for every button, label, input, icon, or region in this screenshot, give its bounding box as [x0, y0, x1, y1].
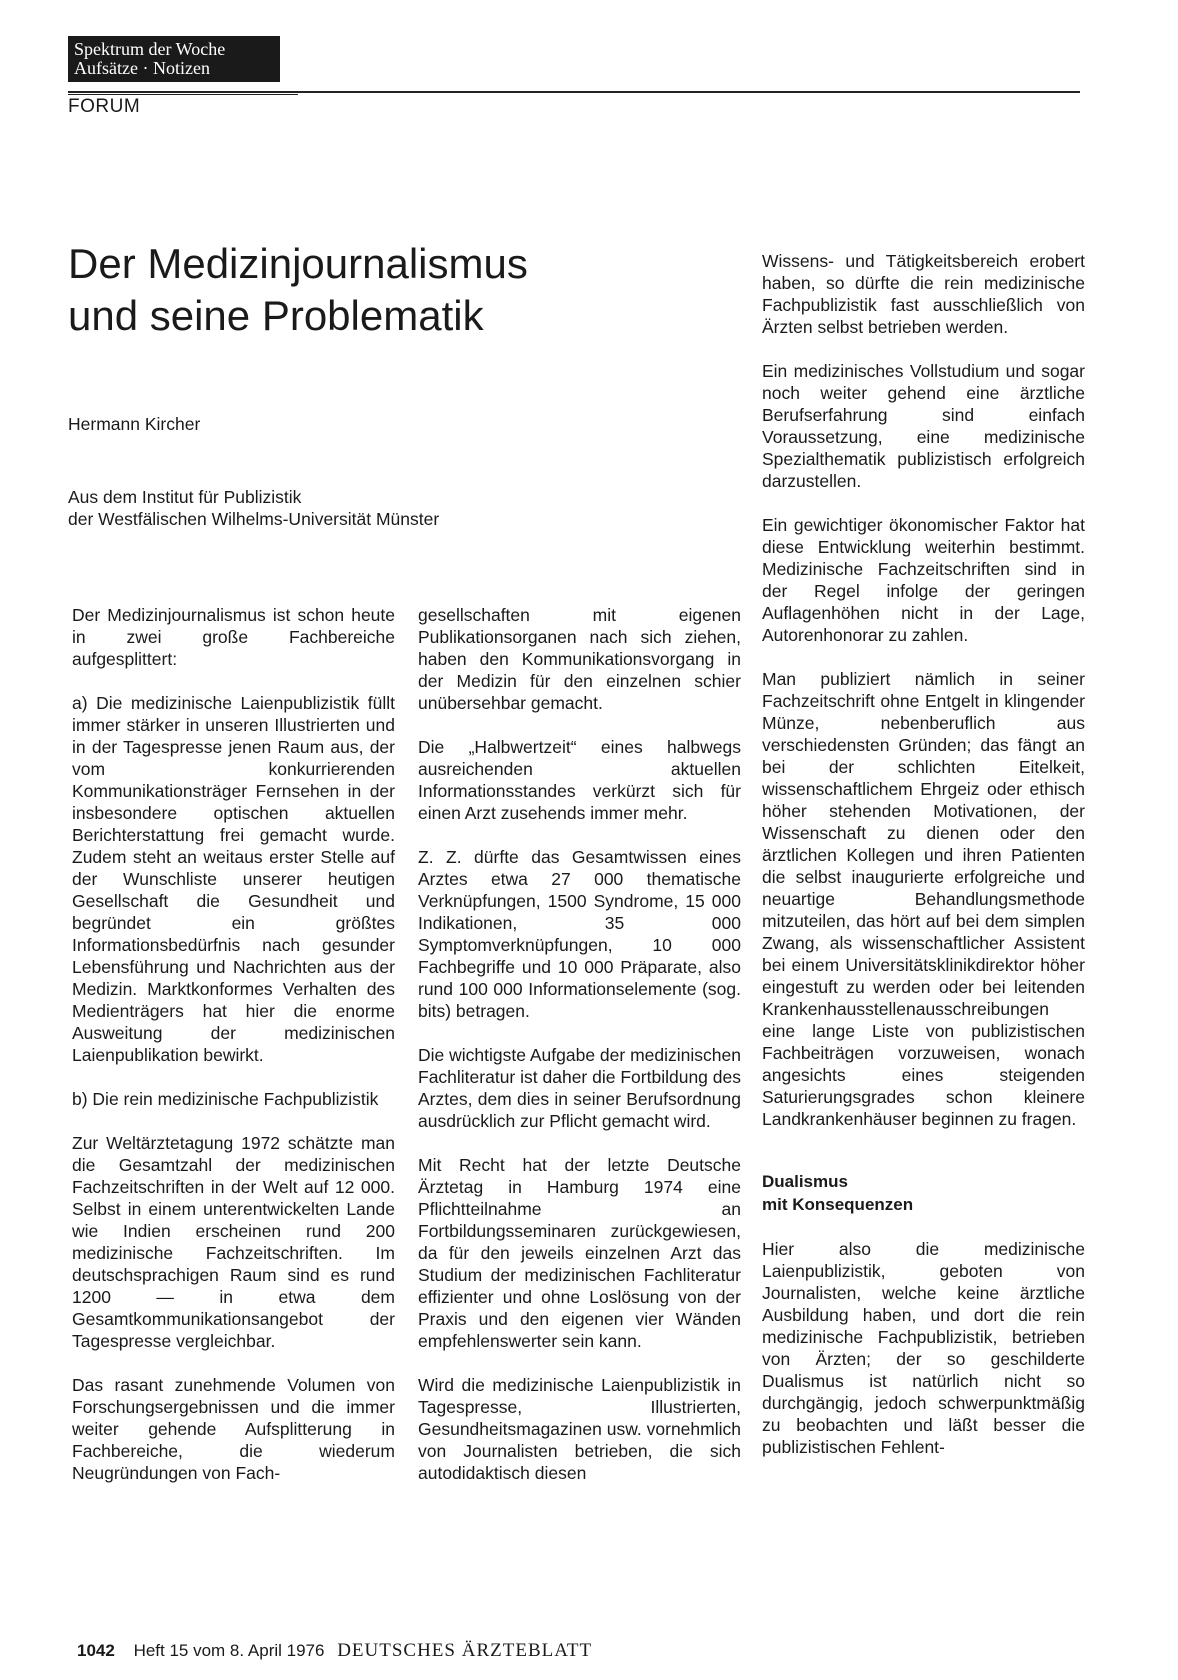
institute-line-1: Aus dem Institut für Publizistik: [68, 487, 302, 507]
paragraph: Z. Z. dürfte das Gesamtwissen eines Arztes etwa 27 000 thematische Verknüpfungen, 1500 Syndrome, 15 000 Indikationen, 35 000 Symptomverknüpfungen, 10 000 Fachbegriffe und 10 000 Präparate, also rund 100 000 Informationselemente (sog. bits) betragen.: [418, 847, 741, 1021]
badge-line-1: Spektrum der Woche: [74, 39, 226, 59]
paragraph: Die „Halbwertzeit“ eines halbwegs ausreichenden aktuellen Informationsstandes verkürzt sich für einen Arzt zusehends immer mehr.: [418, 737, 741, 823]
title-line-2: und seine Problematik: [68, 292, 484, 339]
subheading-line-1: Dualismus: [762, 1172, 848, 1191]
institute-line-2: der Westfälischen Wilhelms-Universität Münster: [68, 509, 440, 529]
paragraph: Man publiziert nämlich in seiner Fachzeitschrift ohne Entgelt in klingender Münze, nebenberuflich aus verschiedensten Gründen; das fängt an bei der schlichten Eitelkeit, wissenschaftlichem Ehrgeiz oder ethisch höher stehenden Motivationen, der Wissenschaft zu dienen oder den ärztlichen Kollegen und ihren Patienten die selbst inaugurierte erfolgreiche und neuartige Behandlungsmethode mitzuteilen, das hört auf bei dem simplen Zwang, als wissenschaftlicher Assistent bei einem Universitätsklinikdirektor höher eingestuft zu werden oder bei leitenden Krankenhausstellenausschreibungen eine lange Liste von publizistischen Fachbeiträgen vorzuweisen, wonach angesichts eines steigenden Saturierungsgrades schon kleinere Landkrankenhäuser beginnen zu fragen.: [762, 669, 1085, 1129]
paragraph: Mit Recht hat der letzte Deutsche Ärztetag in Hamburg 1974 eine Pflichtteilnahme an Fortbildungsseminaren zurückgewiesen, da für den jeweils einzelnen Arzt das Studium der medizinischen Fachliteratur effizienter und ohne Loslösung von der Praxis und den eigenen vier Wänden empfehlenswerter sein kann.: [418, 1155, 741, 1351]
section-label: FORUM: [68, 96, 141, 117]
badge-line-2: Aufsätze · Notizen: [74, 58, 210, 78]
text-column-1: [72, 604, 395, 1484]
paragraph: gesellschaften mit eigenen Publikationsorganen nach sich ziehen, haben den Kommunikationsvorgang in der Medizin für den einzelnen schier unübersehbar gemacht.: [418, 605, 741, 713]
author-institute: [68, 486, 548, 530]
header-rule-short: [68, 94, 298, 95]
paragraph: Wird die medizinische Laienpublizistik in Tagespresse, Illustrierten, Gesundheitsmagazinen usw. vornehmlich von Journalisten betrieben, die sich autodidaktisch diesen: [418, 1375, 741, 1483]
header-rule: [68, 91, 1080, 93]
journal-name: DEUTSCHES ÄRZTEBLATT: [337, 1640, 593, 1661]
paragraph: Wissens- und Tätigkeitsbereich erobert haben, so dürfte die rein medizinische Fachpublizistik fast ausschließlich von Ärzten selbst betrieben werden.: [762, 251, 1085, 337]
page-footer: [77, 1640, 592, 1662]
paragraph: a) Die medizinische Laienpublizistik füllt immer stärker in unseren Illustrierten und in der Tagespresse jenen Raum aus, der vom konkurrierenden Kommunikationsträger Fernsehen in der insbesondere optischen aktuellen Berichterstattung frei gemacht wurde. Zudem steht an weitaus erster Stelle auf der Wunschliste unserer heutigen Gesellschaft die Gesundheit und begründet ein größtes Informationsbedürfnis nach gesunder Lebensführung und Nachrichten aus der Medizin. Marktkonformes Verhalten des Medienträgers hat hier die enorme Ausweitung der medizinischen Laienpublikation bewirkt.: [72, 693, 395, 1065]
section-subheading: [762, 1170, 1085, 1216]
paragraph: Ein gewichtiger ökonomischer Faktor hat diese Entwicklung weiterhin bestimmt. Medizinische Fachzeitschriften sind in der Regel infolge der geringen Auflagenhöhen nicht in der Lage, Autorenhonorar zu zahlen.: [762, 515, 1085, 645]
author-name: Hermann Kircher: [68, 414, 201, 434]
text-column-3: [762, 250, 1085, 1458]
section-badge: [68, 36, 280, 82]
paragraph: Zur Weltärztetagung 1972 schätzte man die Gesamtzahl der medizinischen Fachzeitschriften in der Welt auf 12 000. Selbst in einem unterentwickelten Lande wie Indien erscheinen rund 200 medizinische Fachzeitschriften. Im deutschsprachigen Raum sind es rund 1200 — in etwa dem Gesamtkommunikationsangebot der Tagespresse vergleichbar.: [72, 1133, 395, 1351]
subheading-line-2: mit Konsequenzen: [762, 1195, 914, 1214]
article-title: [68, 238, 628, 342]
paragraph: Ein medizinisches Vollstudium und sogar noch weiter gehend eine ärztliche Berufserfahrung sind einfach Voraussetzung, eine medizinische Spezialthematik publizistisch erfolgreich darzustellen.: [762, 361, 1085, 491]
paragraph: Der Medizinjournalismus ist schon heute in zwei große Fachbereiche aufgesplittert:: [72, 605, 395, 669]
paragraph: b) Die rein medizinische Fachpublizistik: [72, 1089, 379, 1109]
page-number: 1042: [77, 1641, 115, 1660]
paragraph: Die wichtigste Aufgabe der medizinischen Fachliteratur ist daher die Fortbildung des Arztes, dem dies in seiner Berufsordnung ausdrücklich zur Pflicht gemacht wird.: [418, 1045, 741, 1131]
text-column-2: [418, 604, 741, 1484]
paragraph: Das rasant zunehmende Volumen von Forschungsergebnissen und die immer weiter gehende Aufsplitterung in Fachbereiche, die wiederum Neugründungen von Fach-: [72, 1375, 395, 1483]
issue-info: Heft 15 vom 8. April 1976: [133, 1641, 325, 1660]
title-line-1: Der Medizinjournalismus: [68, 240, 528, 287]
paragraph: Hier also die medizinische Laienpublizistik, geboten von Journalisten, welche keine ärztliche Ausbildung haben, und dort die rein medizinische Fachpublizistik, betrieben von Ärzten; der so geschilderte Dualismus ist natürlich nicht so durchgängig, jedoch schwerpunktmäßig zu beobachten und läßt besser die publizistischen Fehlent-: [762, 1239, 1085, 1457]
